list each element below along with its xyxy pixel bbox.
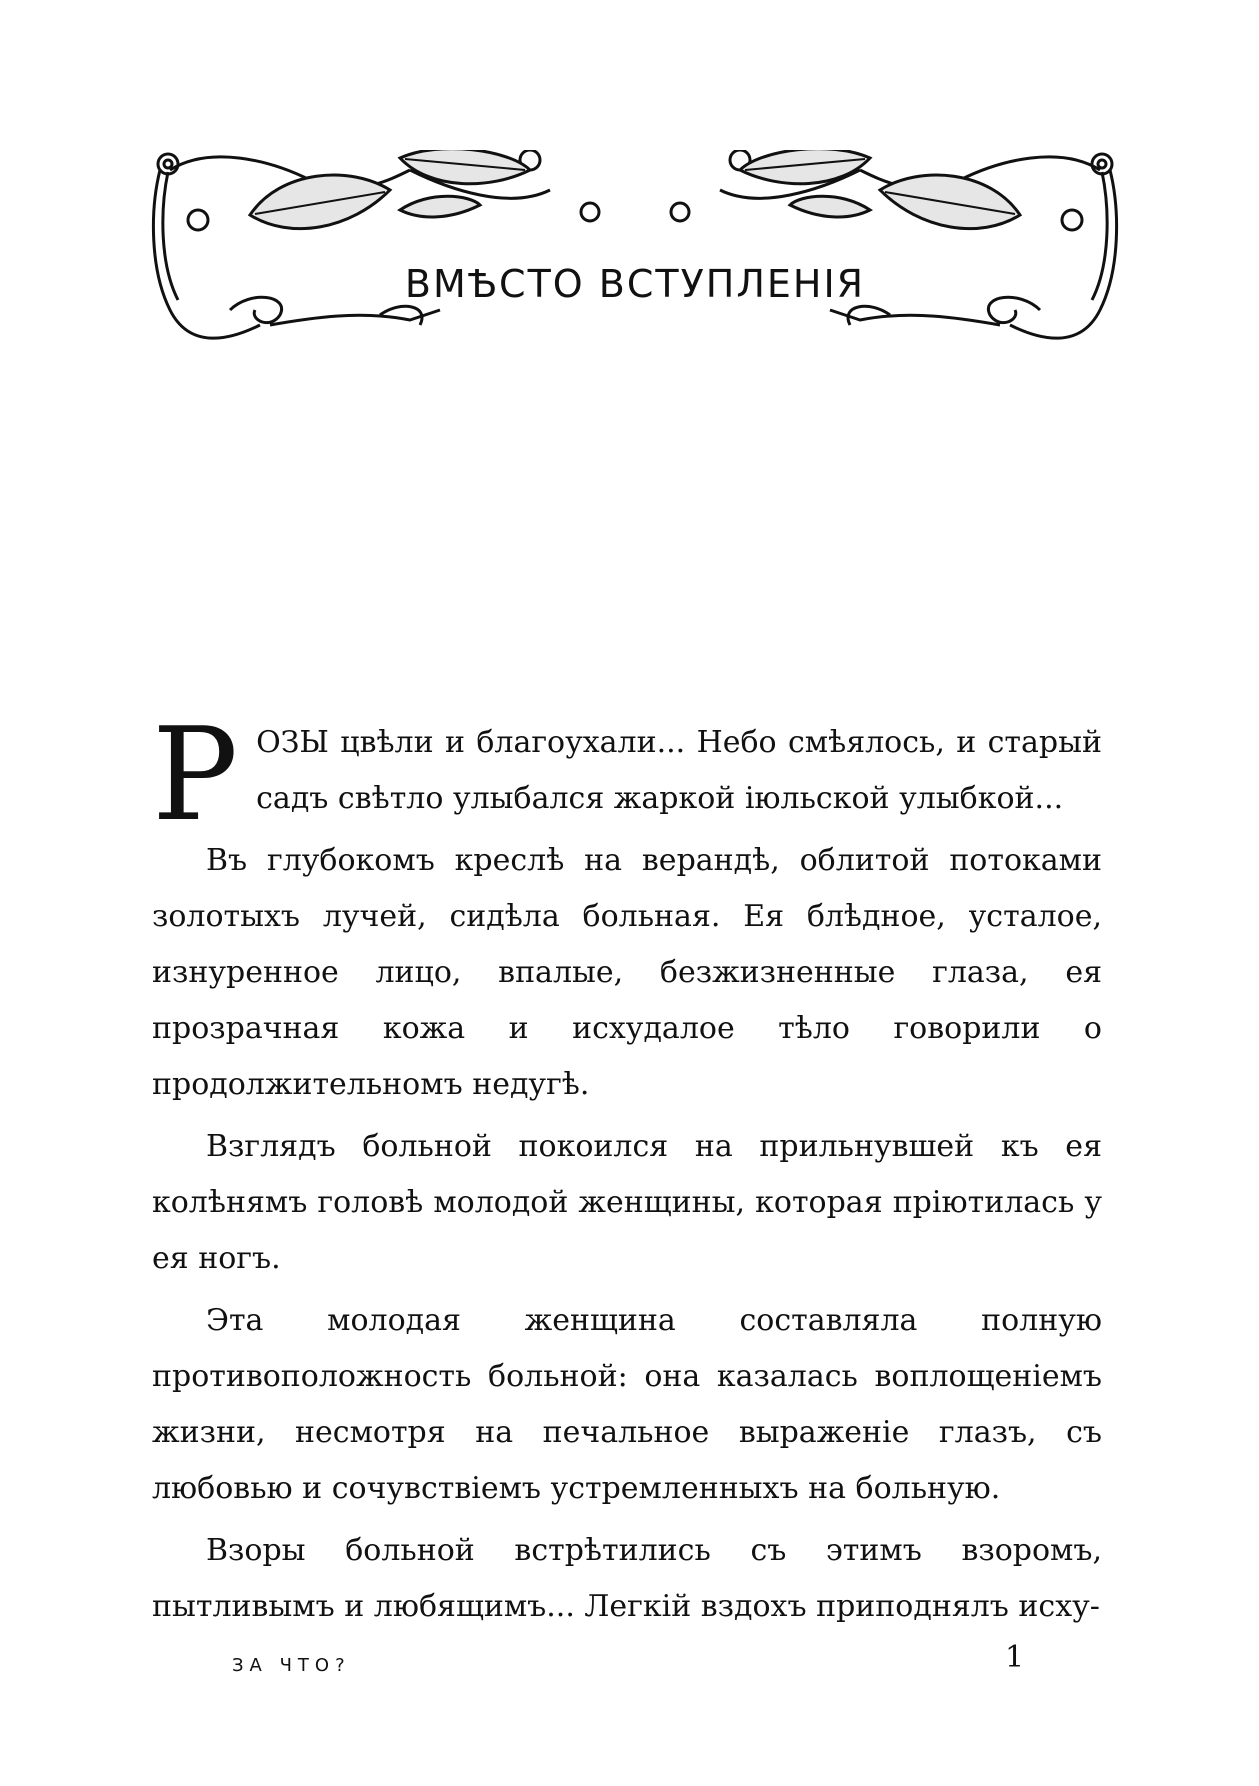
paragraph-3: Взглядъ больной покоился на прильнувшей къ ея колѣнямъ головѣ молодой женщины, которая пріютилась у ея ногъ.	[152, 1129, 1102, 1276]
paragraph-2: Въ глубокомъ креслѣ на верандѣ, облитой потоками золотыхъ лучей, сидѣла больная. Ея блѣдное, усталое, изнуренное лицо, впалые, безжизненные глаза, ея прозрачная кожа и исхудалое тѣло говорили о продолжительномъ недугѣ.	[152, 843, 1102, 1102]
page-number: 1	[1005, 1640, 1025, 1675]
body-text	[152, 701, 1102, 1641]
paragraph-4: Эта молодая женщина составляла полную противоположность больной: она казалась воплощеніемъ жизни, несмотря на печальное выраженіе глазъ, съ любовью и сочувствіемъ устремленныхъ на больную.	[152, 1303, 1102, 1506]
paragraph-1	[152, 701, 1102, 850]
signature-mark: ЗА ЧТО?	[232, 1655, 351, 1676]
ornamental-headpiece	[150, 150, 1120, 390]
paragraph-1-text: ОЗЫ цвѣли и благоухали... Небо смѣялось, и старый садъ свѣтло улыбался жаркой іюльской улыбкой...	[256, 725, 1102, 816]
drop-cap: Р	[152, 701, 239, 850]
paragraph-5: Взоры больной встрѣтились съ этимъ взоромъ, пытливымъ и любящимъ... Легкій вздохъ приподнялъ исху-	[152, 1533, 1102, 1624]
chapter-heading: ВМѢСТО ВСТУПЛЕНІЯ	[404, 262, 866, 306]
